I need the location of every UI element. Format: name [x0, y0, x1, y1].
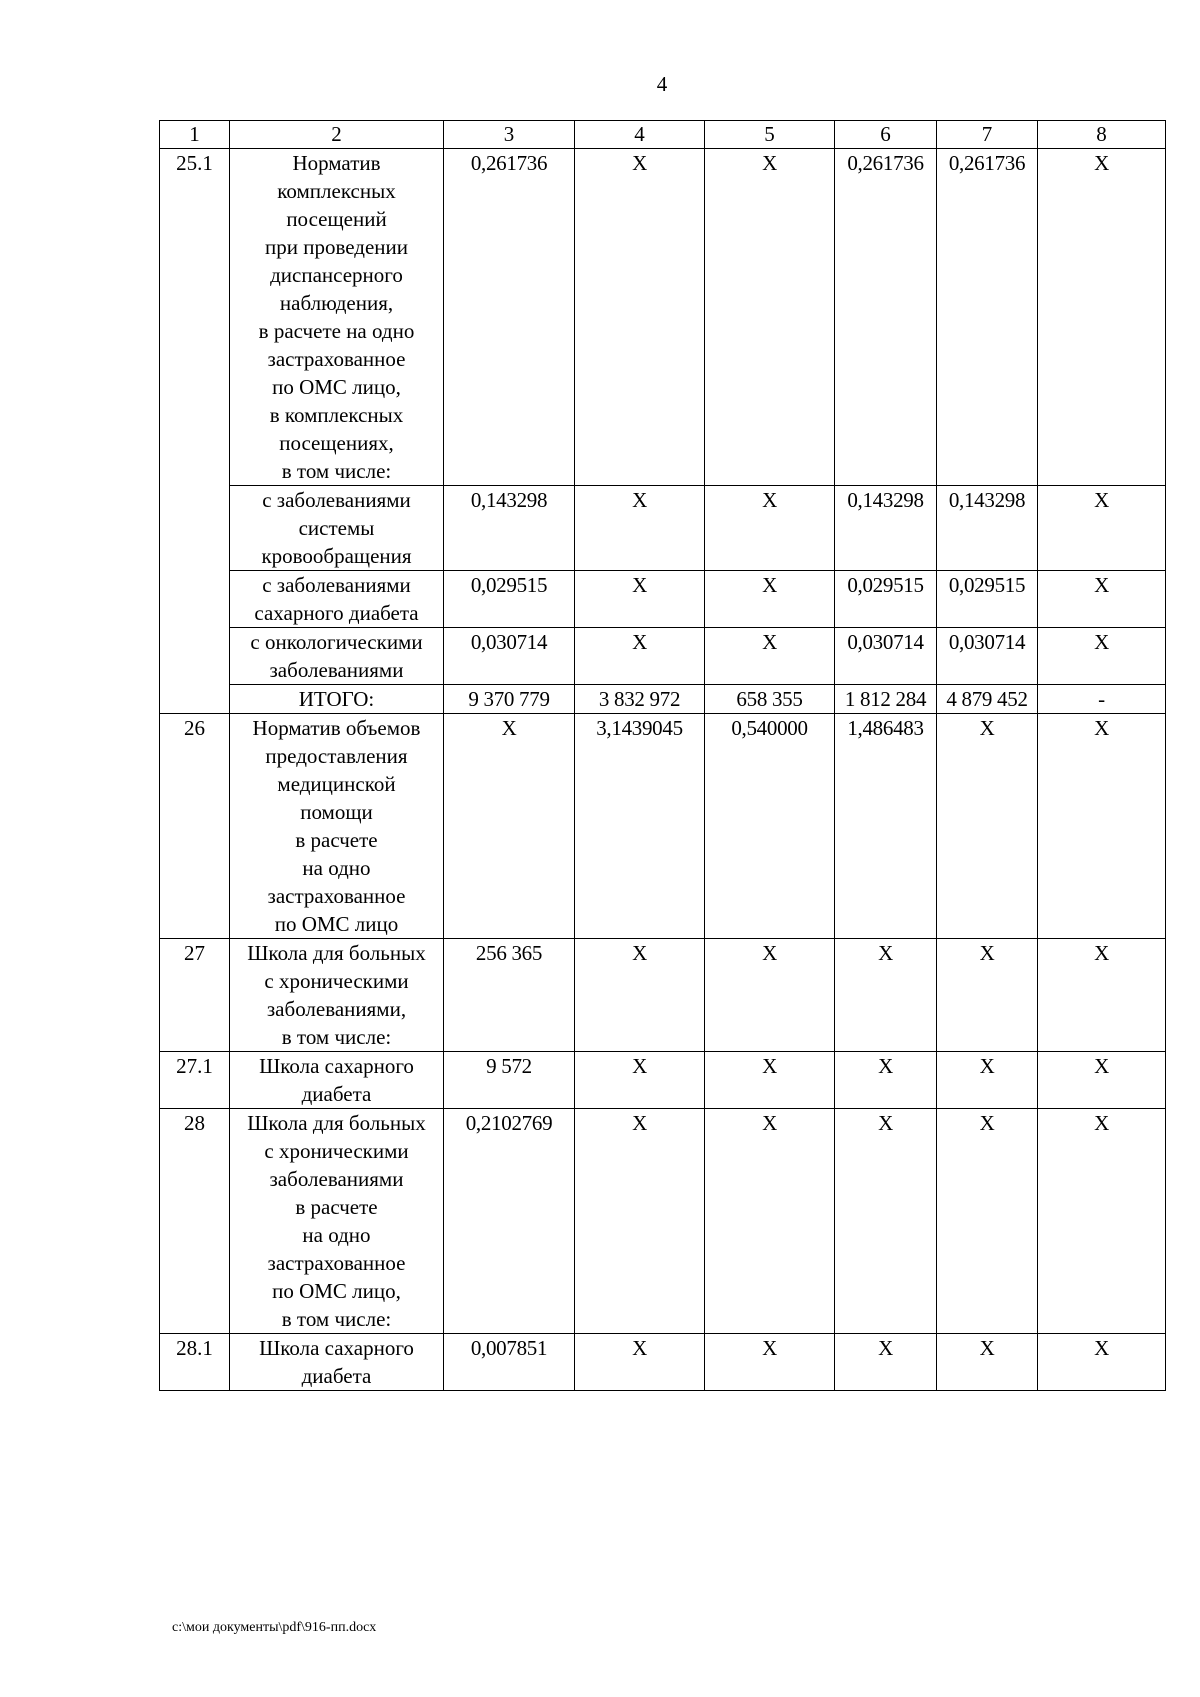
value-cell: X: [705, 1109, 835, 1334]
value-cell: 4 879 452: [937, 685, 1038, 714]
value-cell: 0,029515: [444, 571, 575, 628]
row-number-cell: [160, 628, 230, 685]
value-cell: X: [705, 1334, 835, 1391]
value-cell: X: [705, 149, 835, 486]
value-cell: 1,486483: [835, 714, 937, 939]
value-cell: 256 365: [444, 939, 575, 1052]
value-cell: X: [835, 1334, 937, 1391]
value-cell: 0,540000: [705, 714, 835, 939]
header-cell: 3: [444, 121, 575, 149]
indicator-name-cell: с заболеваниями системы кровообращения: [230, 486, 444, 571]
data-table: [159, 120, 1166, 1391]
row-number-cell: 25.1: [160, 149, 230, 486]
row-number-cell: 28.1: [160, 1334, 230, 1391]
value-cell: X: [937, 714, 1038, 939]
indicator-name-cell: ИТОГО:: [230, 685, 444, 714]
value-cell: X: [937, 1334, 1038, 1391]
value-cell: X: [575, 571, 705, 628]
row-number-cell: 27.1: [160, 1052, 230, 1109]
value-cell: X: [1038, 571, 1166, 628]
value-cell: X: [444, 714, 575, 939]
value-cell: 1 812 284: [835, 685, 937, 714]
table-header-row: [160, 121, 1166, 149]
value-cell: X: [575, 628, 705, 685]
indicator-name-cell: Школа сахарного диабета: [230, 1052, 444, 1109]
indicator-name-cell: Норматив комплексных посещений при проведении диспансерного наблюдения, в расчете на одно застрахованное по ОМС лицо, в комплексных посещениях, в том числе:: [230, 149, 444, 486]
value-cell: X: [575, 1109, 705, 1334]
value-cell: 0,030714: [835, 628, 937, 685]
header-cell: 7: [937, 121, 1038, 149]
value-cell: X: [937, 1109, 1038, 1334]
value-cell: 0,030714: [937, 628, 1038, 685]
value-cell: X: [575, 1052, 705, 1109]
row-number-cell: [160, 685, 230, 714]
value-cell: 0,143298: [937, 486, 1038, 571]
value-cell: X: [705, 939, 835, 1052]
value-cell: 658 355: [705, 685, 835, 714]
table-row: [160, 486, 1166, 571]
row-number-cell: 28: [160, 1109, 230, 1334]
value-cell: X: [1038, 1109, 1166, 1334]
row-number-cell: [160, 571, 230, 628]
value-cell: X: [705, 628, 835, 685]
table-row: [160, 1052, 1166, 1109]
indicator-name-cell: с заболеваниями сахарного диабета: [230, 571, 444, 628]
value-cell: 0,143298: [444, 486, 575, 571]
value-cell: X: [705, 486, 835, 571]
value-cell: X: [1038, 939, 1166, 1052]
table-row: [160, 149, 1166, 486]
value-cell: X: [575, 486, 705, 571]
header-cell: 2: [230, 121, 444, 149]
value-cell: X: [1038, 1334, 1166, 1391]
value-cell: 0,007851: [444, 1334, 575, 1391]
value-cell: X: [575, 939, 705, 1052]
value-cell: X: [1038, 149, 1166, 486]
table-row: [160, 939, 1166, 1052]
value-cell: 3,1439045: [575, 714, 705, 939]
value-cell: X: [835, 1052, 937, 1109]
row-number-cell: 26: [160, 714, 230, 939]
value-cell: 0,261736: [835, 149, 937, 486]
value-cell: X: [835, 1109, 937, 1334]
value-cell: X: [1038, 628, 1166, 685]
indicator-name-cell: с онкологическими заболеваниями: [230, 628, 444, 685]
page-number: 4: [656, 72, 668, 96]
row-number-cell: [160, 486, 230, 571]
table-row: [160, 628, 1166, 685]
value-cell: X: [575, 1334, 705, 1391]
value-cell: X: [705, 1052, 835, 1109]
header-cell: 6: [835, 121, 937, 149]
value-cell: X: [1038, 714, 1166, 939]
value-cell: 0,030714: [444, 628, 575, 685]
value-cell: X: [937, 1052, 1038, 1109]
value-cell: 0,143298: [835, 486, 937, 571]
total-row: [160, 685, 1166, 714]
value-cell: 0,2102769: [444, 1109, 575, 1334]
value-cell: X: [1038, 1052, 1166, 1109]
indicator-name-cell: Школа для больных с хроническими заболеваниями в расчете на одно застрахованное по ОМС лицо, в том числе:: [230, 1109, 444, 1334]
header-cell: 1: [160, 121, 230, 149]
header-cell: 4: [575, 121, 705, 149]
value-cell: 0,029515: [937, 571, 1038, 628]
value-cell: X: [575, 149, 705, 486]
value-cell: X: [705, 571, 835, 628]
table-row: [160, 714, 1166, 939]
header-cell: 5: [705, 121, 835, 149]
header-cell: 8: [1038, 121, 1166, 149]
value-cell: 0,261736: [937, 149, 1038, 486]
footer-file-path: c:\мои документы\pdf\916-пп.docx: [172, 1620, 377, 1635]
value-cell: 9 370 779: [444, 685, 575, 714]
indicator-name-cell: Школа сахарного диабета: [230, 1334, 444, 1391]
value-cell: 0,261736: [444, 149, 575, 486]
table-row: [160, 1109, 1166, 1334]
value-cell: 0,029515: [835, 571, 937, 628]
table-row: [160, 1334, 1166, 1391]
indicator-name-cell: Школа для больных с хроническими заболеваниями, в том числе:: [230, 939, 444, 1052]
value-cell: X: [937, 939, 1038, 1052]
row-number-cell: 27: [160, 939, 230, 1052]
value-cell: X: [835, 939, 937, 1052]
value-cell: X: [1038, 486, 1166, 571]
indicator-name-cell: Норматив объемов предоставления медицинской помощи в расчете на одно застрахованное по ОМС лицо: [230, 714, 444, 939]
value-cell: -: [1038, 685, 1166, 714]
table-row: [160, 571, 1166, 628]
value-cell: 9 572: [444, 1052, 575, 1109]
value-cell: 3 832 972: [575, 685, 705, 714]
